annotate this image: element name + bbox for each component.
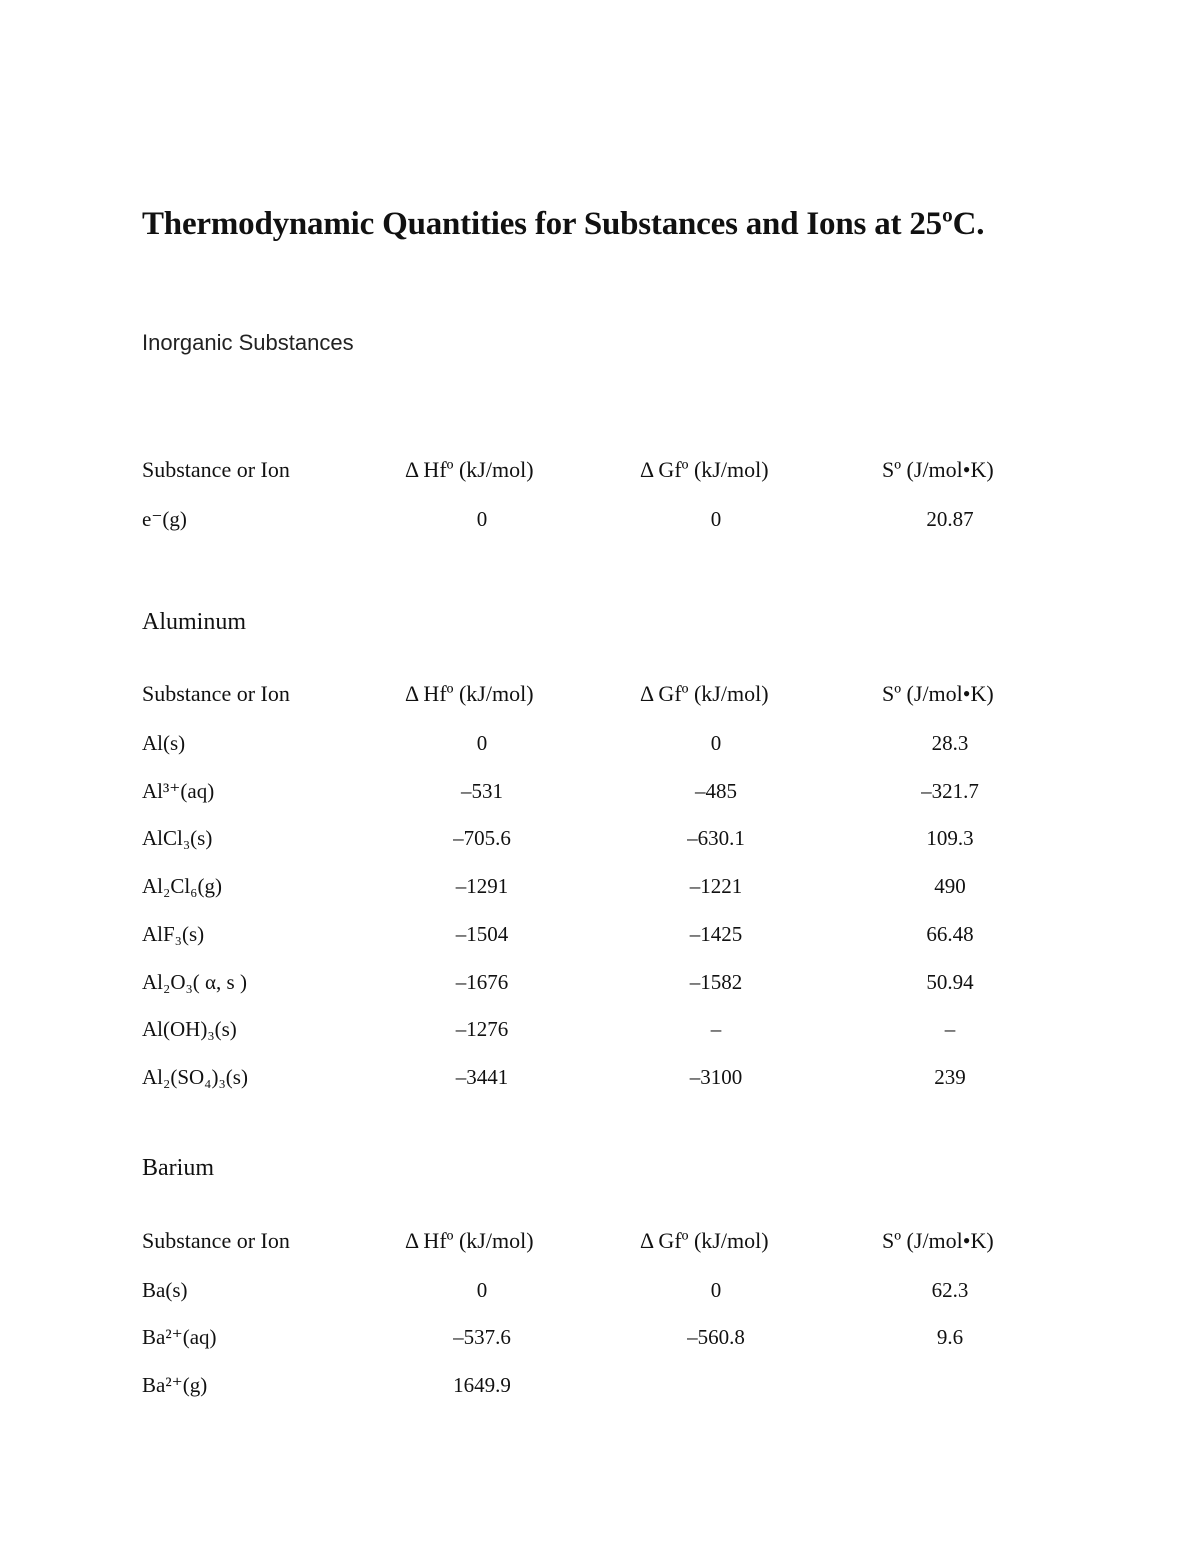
header-enthalpy: Δ Hfº (kJ/mol) — [405, 457, 534, 482]
entropy-cell: – — [944, 1017, 956, 1041]
substance-cell: e⁻(g) — [142, 507, 187, 531]
page-subtitle: Inorganic Substances — [142, 330, 354, 355]
enthalpy-cell: –1504 — [455, 922, 509, 946]
gibbs-cell: –1582 — [689, 970, 743, 994]
header-gibbs: Δ Gfº (kJ/mol) — [640, 1228, 769, 1253]
table-row — [0, 919, 1200, 949]
header-entropy: Sº (J/mol•K) — [882, 457, 994, 482]
table-row — [0, 823, 1200, 853]
header-entropy: Sº (J/mol•K) — [882, 681, 994, 706]
page-title: Thermodynamic Quantities for Substances and Ions at 25ºC. — [142, 206, 985, 242]
enthalpy-cell: –1276 — [455, 1017, 509, 1041]
gibbs-cell: 0 — [710, 1278, 722, 1302]
gibbs-cell: –560.8 — [687, 1325, 745, 1349]
enthalpy-cell: –3441 — [455, 1065, 509, 1089]
entropy-cell: 109.3 — [926, 826, 974, 850]
header-substance: Substance or Ion — [142, 1228, 290, 1253]
substance-cell: Al(s) — [142, 731, 186, 755]
enthalpy-cell: 1649.9 — [453, 1373, 511, 1397]
substance-cell: AlCl₃(s) — [142, 826, 213, 850]
entropy-cell: 66.48 — [926, 922, 974, 946]
header-gibbs: Δ Gfº (kJ/mol) — [640, 457, 769, 482]
table-row — [0, 1062, 1200, 1092]
gibbs-cell: –485 — [695, 779, 737, 803]
table-row — [0, 1014, 1200, 1044]
section-title-aluminum: Aluminum — [142, 609, 247, 635]
gibbs-cell: –3100 — [689, 1065, 743, 1089]
substance-cell: Ba²⁺(g) — [142, 1373, 208, 1397]
table-header-row — [0, 679, 1200, 709]
enthalpy-cell: –531 — [461, 779, 503, 803]
table-row — [0, 967, 1200, 997]
substance-cell: AlF₃(s) — [142, 922, 205, 946]
table-header-row — [0, 455, 1200, 485]
enthalpy-cell: 0 — [476, 731, 488, 755]
table-row — [0, 776, 1200, 806]
entropy-cell: 9.6 — [936, 1325, 964, 1349]
entropy-cell: –321.7 — [921, 779, 979, 803]
table-row — [0, 504, 1200, 534]
header-gibbs: Δ Gfº (kJ/mol) — [640, 681, 769, 706]
substance-cell: Ba(s) — [142, 1278, 188, 1302]
enthalpy-cell: –1676 — [455, 970, 509, 994]
header-enthalpy: Δ Hfº (kJ/mol) — [405, 1228, 534, 1253]
table-row — [0, 1275, 1200, 1305]
enthalpy-cell: –537.6 — [453, 1325, 511, 1349]
table-row — [0, 1322, 1200, 1352]
header-substance: Substance or Ion — [142, 681, 290, 706]
substance-cell: Al³⁺(aq) — [142, 779, 215, 803]
enthalpy-cell: –1291 — [455, 874, 509, 898]
table-row — [0, 728, 1200, 758]
substance-cell: Al₂Cl₆(g) — [142, 874, 222, 898]
substance-cell: Al₂O₃( α, s ) — [142, 970, 247, 994]
substance-cell: Al₂(SO₄)₃(s) — [142, 1065, 248, 1089]
gibbs-cell: 0 — [710, 507, 722, 531]
gibbs-cell: –630.1 — [687, 826, 745, 850]
entropy-cell: 28.3 — [931, 731, 969, 755]
enthalpy-cell: 0 — [476, 507, 488, 531]
entropy-cell: 62.3 — [931, 1278, 969, 1302]
entropy-cell: 239 — [934, 1065, 966, 1089]
header-substance: Substance or Ion — [142, 457, 290, 482]
gibbs-cell: 0 — [710, 731, 722, 755]
gibbs-cell: –1221 — [689, 874, 743, 898]
table-header-row — [0, 1226, 1200, 1256]
gibbs-cell: –1425 — [689, 922, 743, 946]
entropy-cell: 20.87 — [926, 507, 974, 531]
entropy-cell: 50.94 — [926, 970, 974, 994]
enthalpy-cell: –705.6 — [453, 826, 511, 850]
header-entropy: Sº (J/mol•K) — [882, 1228, 994, 1253]
header-enthalpy: Δ Hfº (kJ/mol) — [405, 681, 534, 706]
entropy-cell: 490 — [934, 874, 966, 898]
section-title-barium: Barium — [142, 1155, 214, 1181]
substance-cell: Ba²⁺(aq) — [142, 1325, 217, 1349]
gibbs-cell: – — [710, 1017, 722, 1041]
substance-cell: Al(OH)₃(s) — [142, 1017, 237, 1041]
table-row — [0, 1370, 1200, 1400]
table-row — [0, 871, 1200, 901]
enthalpy-cell: 0 — [476, 1278, 488, 1302]
